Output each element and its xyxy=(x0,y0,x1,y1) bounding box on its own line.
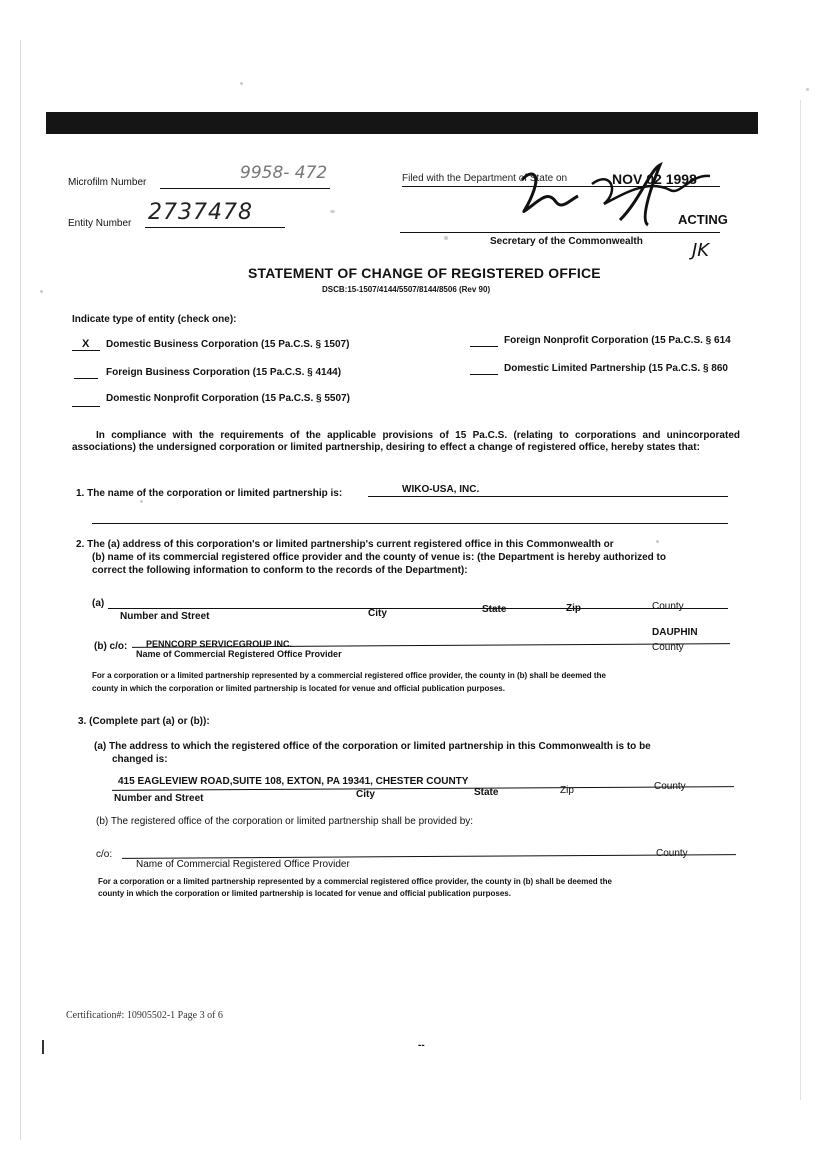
item1-label: 1. The name of the corporation or limited partnership is: xyxy=(76,488,343,499)
item3-col-county: County xyxy=(654,781,686,792)
item3-a-line2: changed is: xyxy=(112,754,168,765)
scan-mark-left xyxy=(42,1040,44,1054)
entity-line xyxy=(145,227,285,228)
item2-a-line xyxy=(108,608,728,609)
certification-footer: Certification#: 10905502-1 Page 3 of 6 xyxy=(66,1010,223,1021)
microfilm-value: 9958- 472 xyxy=(240,163,328,183)
speck xyxy=(330,210,335,213)
speck xyxy=(656,540,659,543)
item1-line xyxy=(368,496,728,497)
filed-label: Filed with the Department of State on xyxy=(402,173,568,184)
checkbox-foreign-nonprofit[interactable] xyxy=(470,346,498,347)
checkbox-domestic-limited-partnership[interactable] xyxy=(470,374,498,375)
item2-b-county-caption: County xyxy=(652,642,684,653)
intro-paragraph: In compliance with the requirements of the applicable provisions of 15 Pa.C.S. (relating to corporations and unincorporated associations) the undersigned corporation or limited partnership, desiring to effect a change of registered office, hereby states that: xyxy=(72,430,740,453)
acting-label: ACTING xyxy=(678,212,728,227)
item3-a-value: 415 EAGLEVIEW ROAD,SUITE 108, EXTON, PA 19341, CHESTER COUNTY xyxy=(118,776,469,787)
header-black-bar xyxy=(46,112,758,134)
item2-col-zip: Zip xyxy=(566,603,581,614)
item3-col-state: State xyxy=(474,787,499,798)
item2-label-line3: correct the following information to conform to the records of the Department): xyxy=(92,565,468,576)
option-domestic-business: Domestic Business Corporation (15 Pa.C.S. § 1507) xyxy=(106,339,350,350)
scan-edge-right xyxy=(800,100,801,1100)
speck xyxy=(40,290,43,293)
scan-edge-left xyxy=(20,40,21,1140)
item3-col-street: Number and Street xyxy=(114,793,204,804)
microfilm-line xyxy=(160,188,330,189)
item2-b-county: DAUPHIN xyxy=(652,627,698,638)
item3-label: 3. (Complete part (a) or (b)): xyxy=(78,716,210,727)
entity-type-prompt: Indicate type of entity (check one): xyxy=(72,314,237,325)
option-foreign-business: Foreign Business Corporation (15 Pa.C.S. § 4144) xyxy=(106,367,342,378)
item3-a-line1: (a) The address to which the registered office of the corporation or limited partnership in this Commonwealth is to be xyxy=(94,741,651,752)
speck xyxy=(806,88,809,91)
form-code: DSCB:15-1507/4144/5507/8144/8506 (Rev 90) xyxy=(322,285,491,294)
option-domestic-limited-partnership: Domestic Limited Partnership (15 Pa.C.S. § 860 xyxy=(504,363,728,374)
item2-col-city: City xyxy=(368,608,387,619)
item3-co-label: c/o: xyxy=(96,849,113,860)
item2-a-label: (a) xyxy=(92,598,105,609)
checkbox-domestic-nonprofit[interactable] xyxy=(72,406,100,407)
secretary-caption: Secretary of the Commonwealth xyxy=(490,236,643,247)
entity-value: 2737478 xyxy=(148,200,253,225)
item3-b-line: (b) The registered office of the corporation or limited partnership shall be provided by: xyxy=(96,816,474,827)
microfilm-label: Microfilm Number xyxy=(68,177,147,188)
document-title: STATEMENT OF CHANGE OF REGISTERED OFFICE xyxy=(248,265,601,281)
checkbox-foreign-business[interactable] xyxy=(74,378,98,379)
item2-label-line2: (b) name of its commercial registered office provider and the county of venue is: (the Department is hereby authorized to xyxy=(92,552,666,563)
checkbox-domestic-business-mark[interactable]: X xyxy=(82,338,90,350)
item3-col-zip: Zip xyxy=(560,785,574,796)
item2-label-line1: 2. The (a) address of this corporation's or limited partnership's current registered office in this Commonwealth or xyxy=(76,539,614,550)
item2-note-line2: county in which the corporation or limited partnership is located for venue and official publication purposes. xyxy=(92,684,505,693)
option-domestic-nonprofit: Domestic Nonprofit Corporation (15 Pa.C.S. § 5507) xyxy=(106,393,350,404)
entity-label: Entity Number xyxy=(68,218,132,229)
option-foreign-nonprofit: Foreign Nonprofit Corporation (15 Pa.C.S. § 614 xyxy=(504,335,731,346)
item2-b-provider-caption: Name of Commercial Registered Office Provider xyxy=(136,649,342,659)
item3-provider-caption: Name of Commercial Registered Office Provider xyxy=(136,859,350,870)
item2-note-line1: For a corporation or a limited partnership represented by a commercial registered office provider, the county in (b) shall be deemed the xyxy=(92,671,606,680)
item2-col-county: County xyxy=(652,601,684,612)
item3-col-city: City xyxy=(356,789,375,800)
item2-b-label: (b) c/o: xyxy=(94,641,128,652)
secretary-line xyxy=(400,232,720,233)
speck xyxy=(240,82,243,85)
speck xyxy=(444,236,448,240)
speck xyxy=(140,500,143,503)
item3-note-line1: For a corporation or a limited partnership represented by a commercial registered office provider, the county in (b) shall be deemed the xyxy=(98,877,612,886)
item3-note-line2: county in which the corporation or limited partnership is located for venue and official publication purposes. xyxy=(98,889,511,898)
item3-county-caption: County xyxy=(656,848,688,859)
item1-line-2 xyxy=(92,523,728,524)
initials: JK xyxy=(692,240,710,261)
footer-mark: -- xyxy=(418,1040,425,1051)
filed-date: NOV 02 1998 xyxy=(612,171,697,187)
item2-b-provider: PENNCORP SERVICEGROUP INC. xyxy=(146,639,293,649)
item2-col-state: State xyxy=(482,604,507,615)
item2-col-street: Number and Street xyxy=(120,611,210,622)
item1-value: WIKO-USA, INC. xyxy=(402,484,480,495)
checkbox-domestic-business-line xyxy=(72,350,100,351)
